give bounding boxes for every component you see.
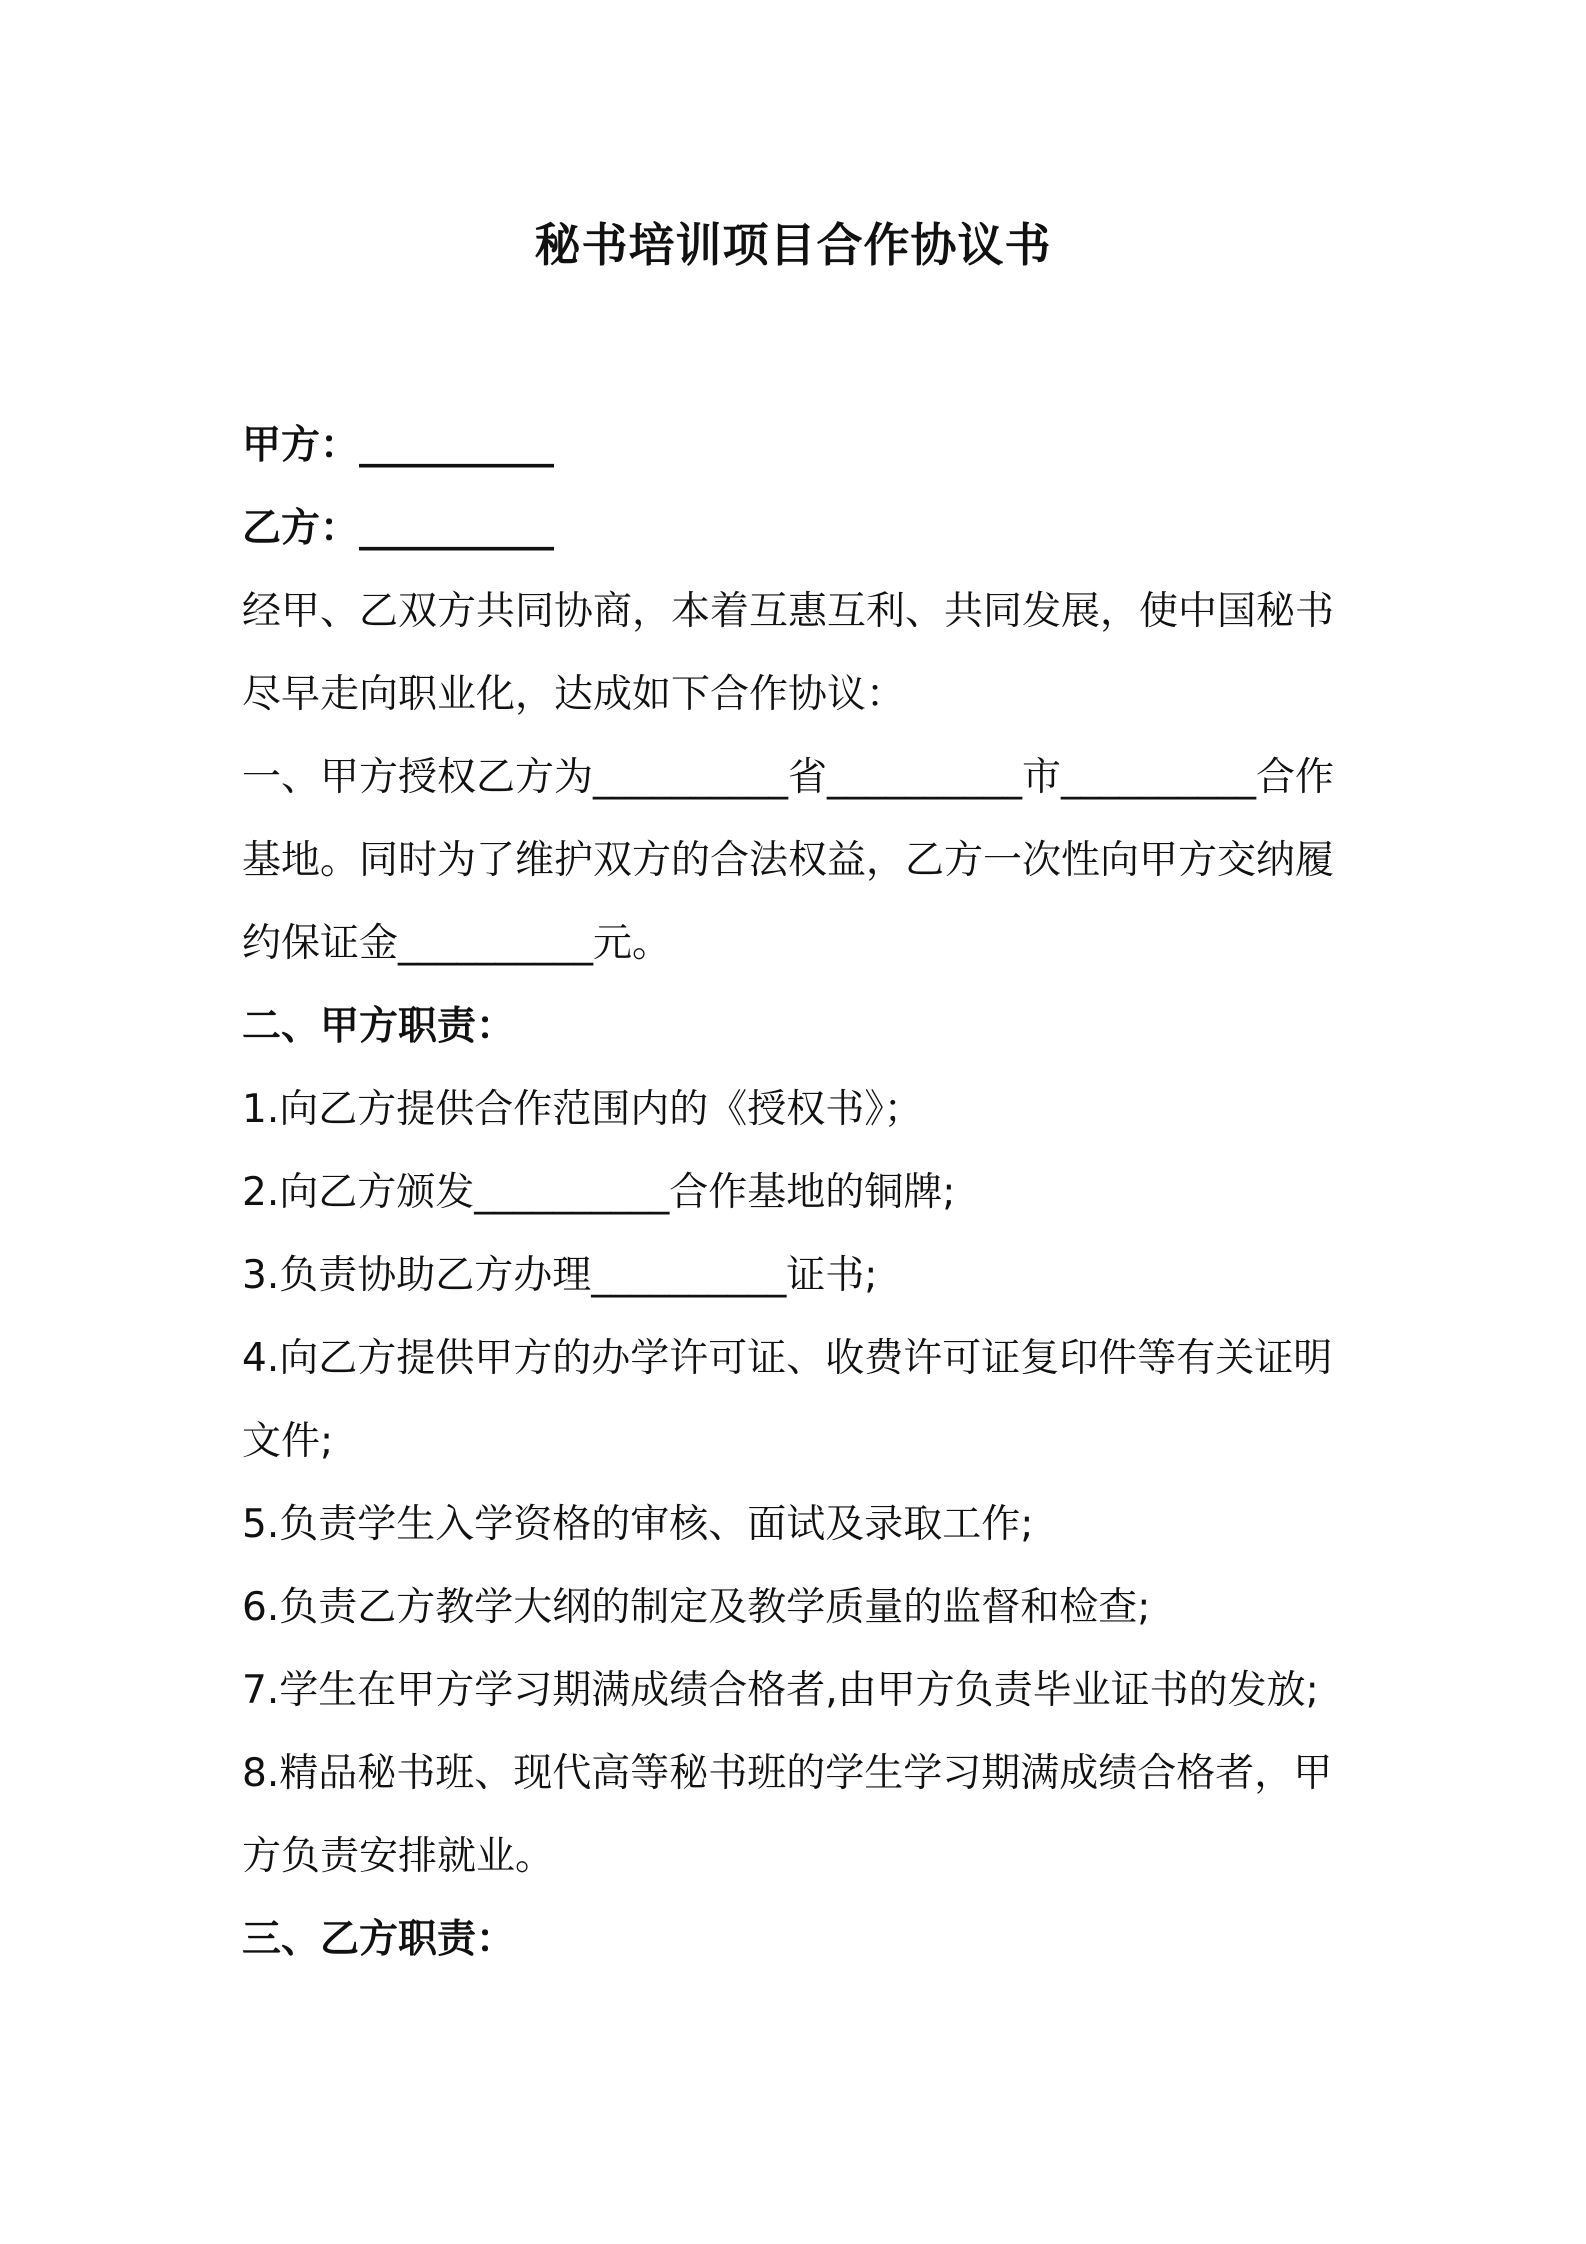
section-2-heading: 二、甲方职责：	[242, 1004, 516, 1049]
section-2-item-5: 5.负责学生入学资格的审核、面试及录取工作;	[242, 1502, 1034, 1547]
document-title: 秘书培训项目合作协议书	[534, 218, 1052, 272]
section-2-item-8-line-1: 8.精品秘书班、现代高等秘书班的学生学习期满成绩合格者，甲	[242, 1751, 1333, 1796]
party-a-line: 甲方：__________	[242, 423, 555, 468]
clause-1-line-2: 基地。同时为了维护双方的合法权益，乙方一次性向甲方交纳履	[242, 838, 1335, 883]
document-body	[242, 404, 1357, 1981]
preamble-line-2: 尽早走向职业化，达成如下合作协议：	[242, 672, 906, 717]
section-2-item-4-line-2: 文件;	[242, 1419, 334, 1464]
section-2-item-4-line-1: 4.向乙方提供甲方的办学许可证、收费许可证复印件等有关证明	[242, 1336, 1333, 1381]
section-2-item-6: 6.负责乙方教学大纲的制定及教学质量的监督和检查;	[242, 1585, 1151, 1630]
section-2-item-7: 7.学生在甲方学习期满成绩合格者,由甲方负责毕业证书的发放;	[242, 1668, 1319, 1713]
section-2-item-8-line-2: 方负责安排就业。	[242, 1834, 555, 1879]
section-2-item-2: 2.向乙方颁发__________合作基地的铜牌;	[242, 1170, 956, 1215]
clause-1-line-3: 约保证金__________元。	[242, 921, 672, 966]
party-b-line: 乙方：__________	[242, 506, 555, 551]
preamble-line-1: 经甲、乙双方共同协商，本着互惠互利、共同发展，使中国秘书	[242, 589, 1335, 634]
section-3-heading: 三、乙方职责：	[242, 1917, 516, 1962]
clause-1-line-1: 一、甲方授权乙方为__________省__________市__________合作	[242, 755, 1335, 800]
section-2-item-1: 1.向乙方提供合作范围内的《授权书》；	[242, 1087, 923, 1132]
section-2-item-3: 3.负责协助乙方办理__________证书;	[242, 1253, 878, 1298]
